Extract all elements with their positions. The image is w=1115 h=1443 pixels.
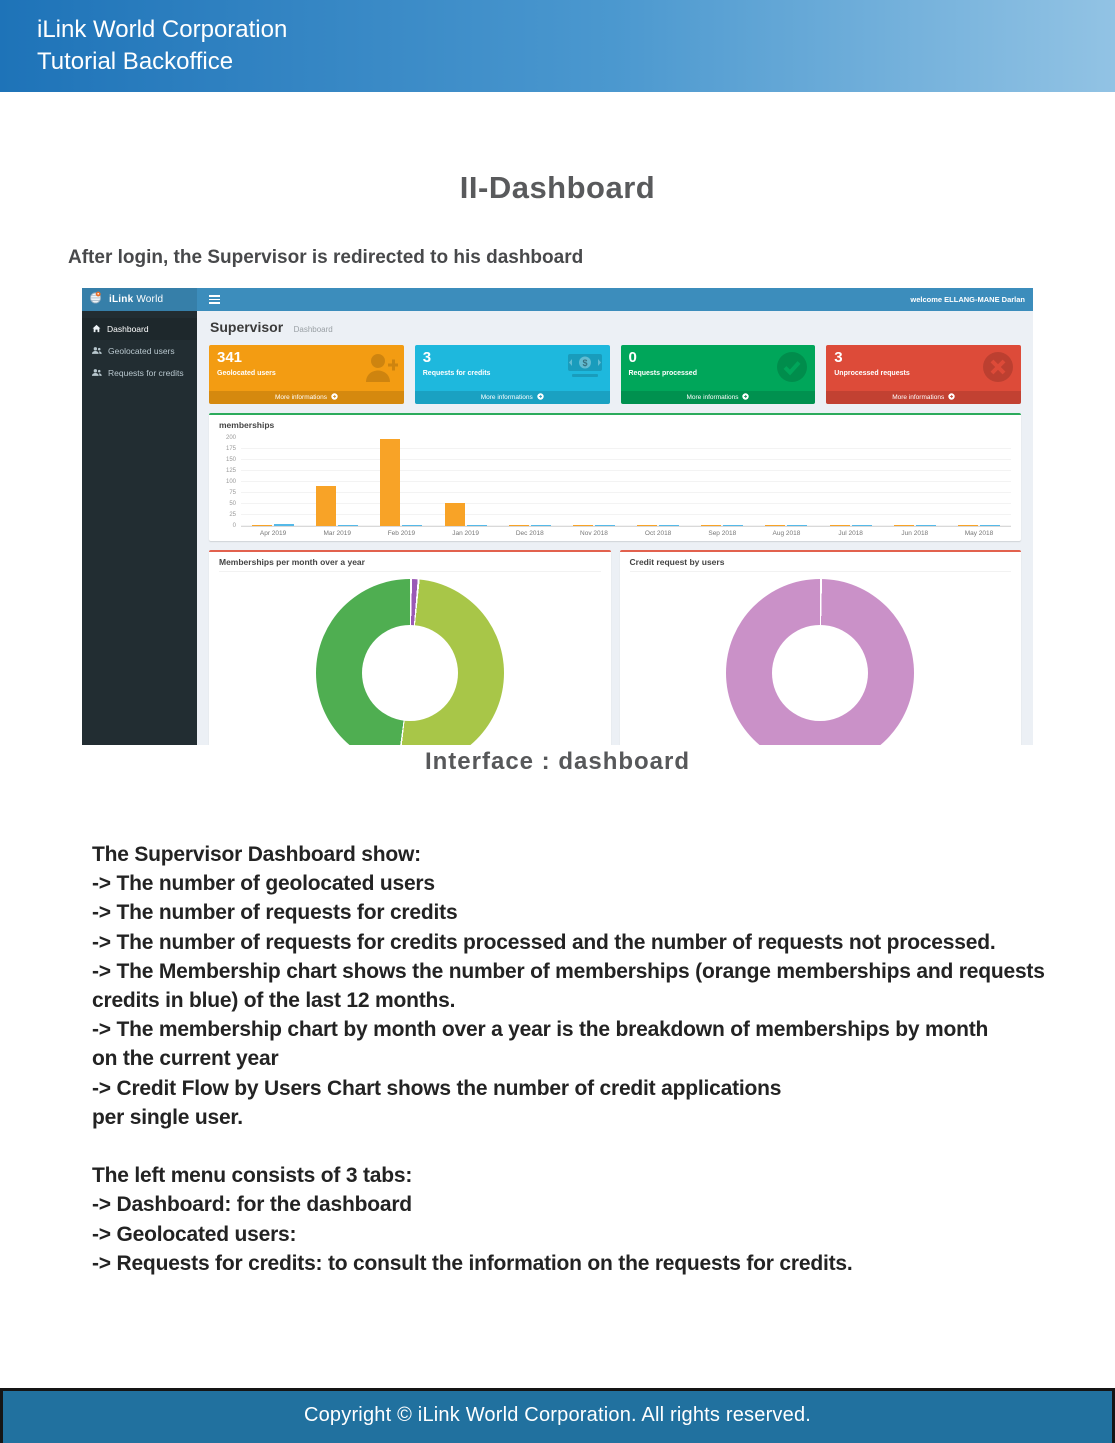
- bar-group: [305, 438, 369, 526]
- body-line: -> Dashboard: for the dashboard: [92, 1193, 412, 1217]
- card-value: 3: [834, 349, 843, 366]
- dashboard-content: [197, 311, 1033, 745]
- bar-requests-credits: [274, 524, 294, 526]
- body-line: -> Requests for credits: to consult the information on the requests for credits.: [92, 1251, 853, 1275]
- memberships-xlabels: [241, 530, 1011, 537]
- bar-requests-credits: [980, 525, 1000, 526]
- x-tick-label: Mar 2019: [323, 530, 351, 537]
- card-label: Geolocated users: [217, 370, 276, 377]
- x-tick-label: Sep 2018: [708, 530, 737, 537]
- x-circle-icon: [981, 350, 1015, 389]
- user-menu[interactable]: welcome ELLANG-MANE Darlan: [910, 295, 1025, 304]
- check-circle-icon: [775, 350, 809, 389]
- bar-memberships: [894, 525, 914, 526]
- x-tick-label: Apr 2019: [259, 530, 287, 537]
- banner-line1: iLink World Corporation: [37, 16, 288, 43]
- memberships-chart: [219, 435, 1011, 537]
- x-tick-label: Dec 2018: [515, 530, 544, 537]
- memberships-per-month-panel: [209, 550, 611, 745]
- bar-memberships: [958, 525, 978, 526]
- money-icon: [566, 350, 604, 385]
- y-tick-label: 200: [225, 435, 236, 441]
- more-informations-link[interactable]: More informations: [826, 391, 1021, 404]
- x-tick-label: Jan 2019: [452, 530, 479, 537]
- card-value: 341: [217, 349, 243, 366]
- bar-group: [690, 438, 754, 526]
- arrow-circle-icon: [331, 393, 338, 400]
- body-line: -> The number of requests for credits: [92, 901, 458, 925]
- bar-requests-credits: [852, 525, 872, 526]
- intro-text: After login, the Supervisor is redirected to his dashboard: [68, 247, 584, 268]
- screenshot-caption: Interface : dashboard: [424, 748, 691, 775]
- sidebar-item-dashboard[interactable]: [82, 318, 197, 340]
- sidebar-item-label: Geolocated users: [108, 346, 175, 356]
- card-requests-for-credits: [415, 345, 610, 404]
- bar-requests-credits: [916, 525, 936, 526]
- y-tick-label: 100: [225, 479, 236, 485]
- sidebar-item-geolocated-users[interactable]: [82, 340, 197, 362]
- bar-memberships: [445, 503, 465, 526]
- bar-requests-credits: [338, 525, 358, 526]
- bar-group: [369, 438, 433, 526]
- bar-requests-credits: [659, 525, 679, 526]
- body-spacer: [92, 1278, 1092, 1307]
- bar-group: [434, 438, 498, 526]
- x-tick-label: Jul 2018: [838, 530, 863, 537]
- bar-requests-credits: [723, 525, 743, 526]
- body-line: The Supervisor Dashboard show:: [92, 843, 421, 866]
- bar-memberships: [316, 486, 336, 526]
- bar-memberships: [830, 525, 850, 526]
- body-line: -> The number of geolocated users: [92, 872, 435, 896]
- bar-requests-credits: [467, 525, 487, 526]
- arrow-circle-icon: [742, 393, 749, 400]
- donut-2: [726, 579, 914, 745]
- memberships-yaxis: [219, 435, 241, 529]
- body-line: -> The membership chart by month over a year is the breakdown of memberships by month: [92, 1018, 989, 1042]
- breadcrumb: Dashboard: [293, 325, 333, 334]
- sidebar-item-requests-for-credits[interactable]: [82, 362, 197, 384]
- top-navbar: [197, 288, 1033, 311]
- bar-group: [947, 438, 1011, 526]
- bar-requests-credits: [531, 525, 551, 526]
- body-line: credits in blue) of the last 12 months.: [92, 989, 456, 1013]
- x-tick-label: Feb 2019: [387, 530, 416, 537]
- y-tick-label: 150: [225, 457, 236, 463]
- y-tick-label: 175: [225, 446, 236, 452]
- bar-memberships: [252, 525, 272, 526]
- globe-logo-icon: [89, 291, 102, 309]
- content-title: Supervisor: [210, 319, 284, 335]
- body-line: -> The number of requests for credits processed and the number of requests not processed.: [92, 930, 996, 954]
- y-tick-label: 0: [232, 523, 236, 529]
- card-unprocessed-requests: [826, 345, 1021, 404]
- body-line: -> The Membership chart shows the number of memberships (orange memberships and requests: [92, 959, 1045, 983]
- memberships-plot: [241, 438, 1011, 527]
- brand-text: iLink World: [109, 294, 164, 305]
- body-line: -> Geolocated users:: [92, 1222, 297, 1246]
- y-tick-label: 125: [225, 468, 236, 474]
- bar-memberships: [701, 525, 721, 526]
- hamburger-menu-icon[interactable]: [209, 295, 220, 306]
- banner-line2: Tutorial Backoffice: [37, 48, 234, 75]
- donut-hole: [772, 625, 868, 721]
- bar-memberships: [573, 525, 593, 526]
- y-tick-label: 25: [229, 512, 236, 518]
- sidebar-item-label: Requests for credits: [108, 368, 184, 378]
- bar-group: [498, 438, 562, 526]
- donut-panels-row: [209, 550, 1021, 745]
- page-title: II-Dashboard: [459, 170, 656, 205]
- card-value: 3: [422, 349, 432, 366]
- body-line: The left menu consists of 3 tabs:: [92, 1164, 413, 1188]
- arrow-circle-icon: [948, 393, 955, 400]
- donut-panel-title: Memberships per month over a year: [219, 557, 601, 572]
- arrow-circle-icon: [537, 393, 544, 400]
- bar-requests-credits: [402, 525, 422, 526]
- body-line: on the current year: [92, 1047, 279, 1071]
- x-tick-label: Oct 2018: [644, 530, 672, 537]
- bar-memberships: [765, 525, 785, 526]
- credit-request-by-users-panel: [620, 550, 1022, 745]
- card-label: Requests for credits: [422, 370, 491, 377]
- page-footer: Copyright © iLink World Corporation. All rights reserved.: [0, 1388, 1115, 1443]
- card-geolocated-users: [209, 345, 404, 404]
- donut-panel-title: Credit request by users: [630, 557, 1012, 572]
- body-text: [92, 840, 1092, 1307]
- more-informations-link[interactable]: More informations: [209, 391, 404, 404]
- sidebar-menu: [82, 311, 197, 384]
- bar-group: [883, 438, 947, 526]
- sidebar-item-label: Dashboard: [107, 324, 149, 334]
- x-tick-label: Nov 2018: [580, 530, 608, 537]
- user-plus-icon: [362, 350, 398, 389]
- body-line: per single user.: [92, 1105, 243, 1129]
- y-tick-label: 75: [229, 490, 236, 496]
- users-icon: [92, 368, 102, 379]
- body-line: -> Credit Flow by Users Chart shows the number of credit applications: [92, 1076, 782, 1100]
- body-spacer: [92, 1132, 1092, 1161]
- donut-1: [316, 579, 504, 745]
- donut-hole: [362, 625, 458, 721]
- more-informations-link[interactable]: More informations: [621, 391, 816, 404]
- content-header: [210, 319, 1021, 337]
- card-label: Unprocessed requests: [834, 370, 910, 377]
- bar-requests-credits: [787, 525, 807, 526]
- y-tick-label: 50: [229, 501, 236, 507]
- bar-group: [626, 438, 690, 526]
- bar-group: [819, 438, 883, 526]
- document-banner: [0, 0, 1115, 92]
- svg-text:$: $: [581, 358, 588, 368]
- sidebar: [82, 288, 197, 745]
- stat-cards-row: [209, 345, 1021, 404]
- bar-memberships: [637, 525, 657, 526]
- home-icon: [92, 324, 101, 335]
- more-informations-link[interactable]: More informations: [415, 391, 610, 404]
- bar-memberships: [509, 525, 529, 526]
- bar-requests-credits: [595, 525, 615, 526]
- memberships-panel-title: memberships: [219, 420, 275, 430]
- x-tick-label: Aug 2018: [772, 530, 801, 537]
- memberships-panel: [209, 413, 1021, 541]
- card-requests-processed: [621, 345, 816, 404]
- card-value: 0: [628, 349, 637, 366]
- users-icon: [92, 346, 102, 357]
- x-tick-label: Jun 2018: [901, 530, 929, 537]
- dashboard-screenshot: [82, 288, 1033, 745]
- bar-group: [241, 438, 305, 526]
- card-label: Requests processed: [628, 370, 697, 377]
- bar-group: [754, 438, 818, 526]
- bar-memberships: [380, 439, 400, 526]
- brand-logo[interactable]: [82, 288, 197, 311]
- x-tick-label: May 2018: [964, 530, 994, 537]
- bar-group: [562, 438, 626, 526]
